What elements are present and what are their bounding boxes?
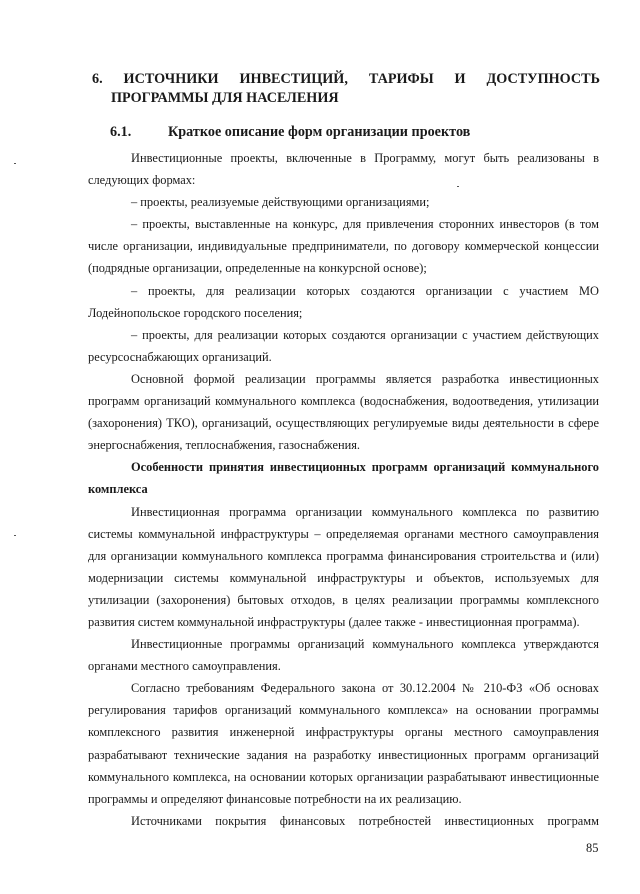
scan-speck: [14, 163, 16, 164]
paragraph: Основной формой реализации программы является разработка инвестиционных программ организаций коммунального комплекса (водоснабжения, водоотведения, утилизации (захоронения) ТКО), организаций, осуществляющих регулируемые виды деятельности в сфере энергоснабжения, теплоснабжения, газоснабжения.: [88, 371, 599, 453]
page-number: 85: [586, 841, 599, 855]
list-item: – проекты, для реализации которых создаются организации с участием МО Лодейнопольское городского поселения;: [88, 283, 599, 320]
subsection-number: 6.1.: [110, 124, 132, 140]
list-item: – проекты, для реализации которых создаются организации с участием действующих ресурсоснабжающих организаций.: [88, 327, 599, 364]
list-item: – проекты, реализуемые действующими организациями;: [131, 195, 430, 210]
heading-word: ДОСТУПНОСТЬ: [486, 71, 600, 87]
subsection-heading: [110, 123, 470, 141]
heading-word: ИСТОЧНИКИ: [123, 71, 219, 87]
bold-subheading: Особенности принятия инвестиционных программ организаций коммунального комплекса: [88, 460, 599, 497]
paragraph: Инвестиционные проекты, включенные в Программу, могут быть реализованы в следующих формах:: [88, 151, 599, 188]
paragraph: Инвестиционные программы организаций коммунального комплекса утверждаются органами местного самоуправления.: [88, 637, 599, 674]
scan-speck: [14, 535, 16, 536]
scan-speck: [457, 186, 459, 187]
heading-word: ИНВЕСТИЦИЙ,: [239, 71, 348, 87]
paragraph: Инвестиционная программа организации коммунального комплекса по развитию системы коммунальной инфраструктуры – определяемая органами местного самоуправления для организации коммунального комплекса программа финансирования строительства и (или) модернизации системы коммунальной инфраструктуры и объектов, используемых для утилизации (захоронения) бытовых отходов, в целях реализации программы комплексного развития систем коммунальной инфраструктуры (далее также - инвестиционная программа).: [88, 504, 599, 629]
section-heading-line2: ПРОГРАММЫ ДЛЯ НАСЕЛЕНИЯ: [111, 90, 339, 106]
section-heading-line1: [92, 70, 600, 89]
section-number: 6.: [92, 71, 103, 87]
body-text: [88, 147, 599, 832]
heading-word: И: [454, 71, 466, 87]
section-heading: [92, 70, 600, 108]
paragraph: Согласно требованиям Федерального закона от 30.12.2004 № 210-ФЗ «Об основах регулирования тарифов организаций коммунального комплекса» на основании программы комплексного развития инженерной инфраструктуры органы местного самоуправления разрабатывают технические задания на разработку инвестиционных программ организаций коммунального комплекса, на основании которых организации разрабатывают инвестиционные программы и определяют финансовые потребности на их реализацию.: [88, 681, 599, 806]
paragraph: Источниками покрытия финансовых потребностей инвестиционных программ: [131, 813, 599, 828]
list-item: – проекты, выставленные на конкурс, для привлечения сторонних инвесторов (в том числе организации, индивидуальные предприниматели, по договору коммерческой концессии (подрядные организации, определенные на конкурсной основе);: [88, 217, 599, 276]
subsection-title: Краткое описание форм организации проектов: [168, 124, 471, 140]
heading-word: ТАРИФЫ: [368, 71, 434, 87]
